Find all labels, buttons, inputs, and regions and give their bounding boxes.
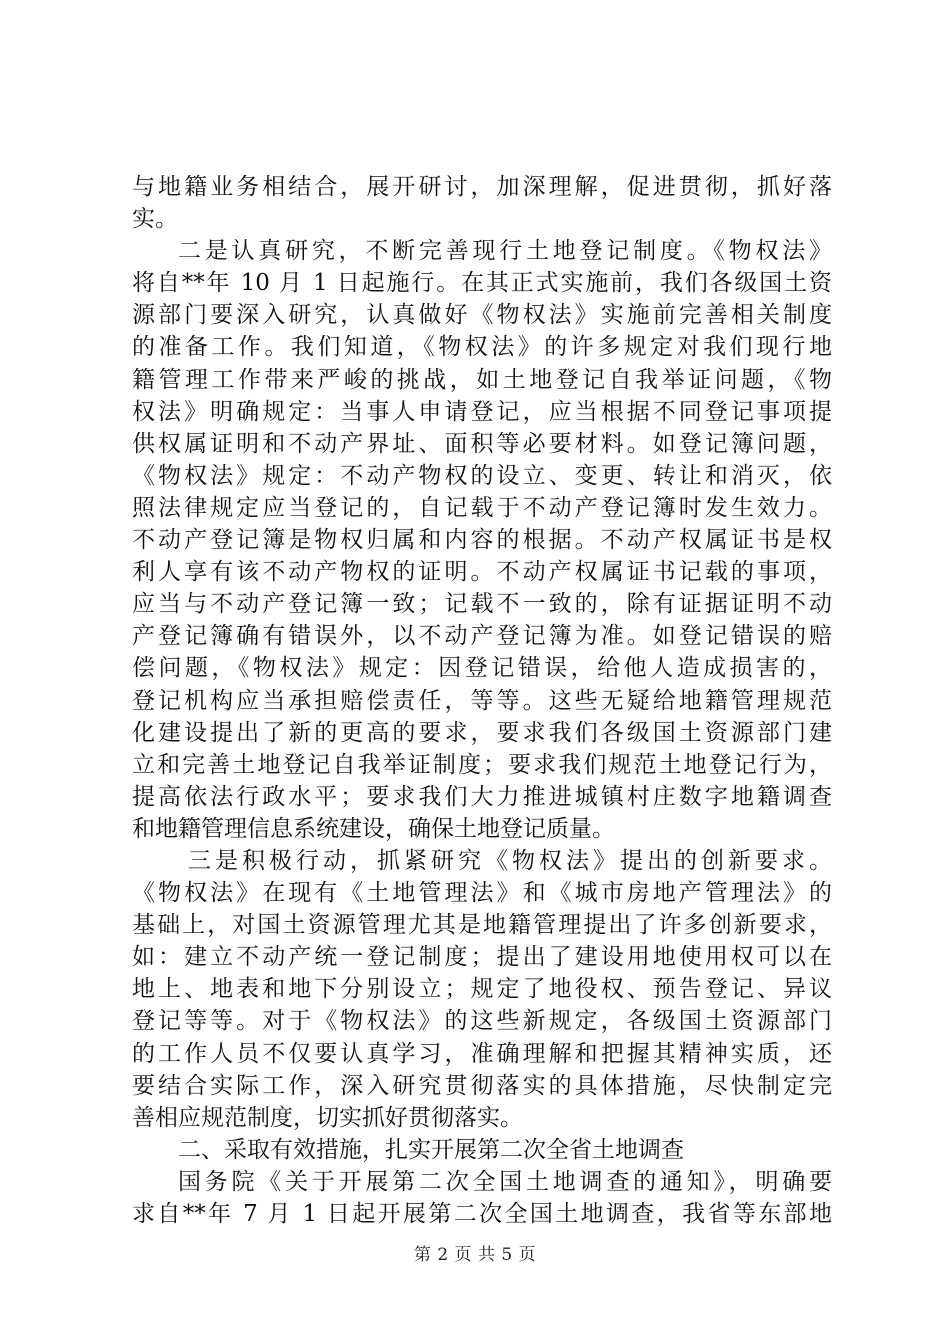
text-line: 应当与不动产登记簿一致；记载不一致的，除有证据证明不动 bbox=[132, 591, 832, 618]
text-line: 基础上，对国土资源管理尤其是地籍管理提出了许多创新要求， bbox=[132, 912, 832, 939]
text-line: 的准备工作。我们知道，《物权法》的许多规定对我们现行地 bbox=[132, 334, 832, 361]
text-line: 的工作人员不仅要认真学习，准确理解和把握其精神实质，还 bbox=[132, 1040, 832, 1067]
text-line: 利人享有该不动产物权的证明。不动产权属证书记载的事项， bbox=[132, 559, 832, 586]
text-line: 求自**年 7 月 1 日起开展第二次全国土地调查，我省等东部地 bbox=[132, 1201, 832, 1227]
text-line: 《物权法》在现有《土地管理法》和《城市房地产管理法》的 bbox=[132, 880, 832, 907]
text-line: 供权属证明和不动产界址、面积等必要材料。如登记簿问题， bbox=[132, 430, 832, 457]
text-line: 与地籍业务相结合，展开研讨，加深理解，促进贯彻，抓好落 bbox=[132, 174, 832, 200]
text-line: 源部门要深入研究，认真做好《物权法》实施前完善相关制度 bbox=[132, 302, 832, 329]
text-line: 如：建立不动产统一登记制度；提出了建设用地使用权可以在 bbox=[132, 944, 832, 971]
text-line: 照法律规定应当登记的，自记载于不动产登记簿时发生效力。 bbox=[132, 494, 832, 521]
text-line: 登记等等。对于《物权法》的这些新规定，各级国土资源部门 bbox=[132, 1008, 832, 1035]
text-line: 地上、地表和地下分别设立；规定了地役权、预告登记、异议 bbox=[132, 976, 832, 1003]
text-line: 要结合实际工作，深入研究贯彻落实的具体措施，尽快制定完 bbox=[132, 1072, 832, 1099]
text-line: 产登记簿确有错误外，以不动产登记簿为准。如登记错误的赔 bbox=[132, 623, 832, 650]
text-line: 偿问题，《物权法》规定：因登记错误，给他人造成损害的， bbox=[132, 655, 832, 682]
page-number-footer: 第 2 页 共 5 页 bbox=[413, 1245, 537, 1265]
text-line: 化建设提出了新的更高的要求，要求我们各级国土资源部门建 bbox=[132, 719, 832, 746]
text-line: 实。 bbox=[132, 206, 178, 233]
text-line: 籍管理工作带来严峻的挑战，如土地登记自我举证问题，《物 bbox=[132, 366, 832, 393]
section-heading: 二、采取有效措施，扎实开展第二次全省土地调查 bbox=[178, 1136, 684, 1163]
document-body bbox=[132, 171, 832, 1230]
paragraph-start-line: 国务院《关于开展第二次全国土地调查的通知》，明确要 bbox=[178, 1168, 832, 1195]
text-line: 将自**年 10 月 1 日起施行。在其正式实施前，我们各级国土资 bbox=[132, 270, 832, 297]
text-line: 和地籍管理信息系统建设，确保土地登记质量。 bbox=[132, 815, 615, 842]
paragraph-start-line: 二是认真研究，不断完善现行土地登记制度。《物权法》 bbox=[178, 238, 832, 265]
text-line: 不动产登记簿是物权归属和内容的根据。不动产权属证书是权 bbox=[132, 527, 832, 554]
text-line: 《物权法》规定：不动产物权的设立、变更、转让和消灭，依 bbox=[132, 462, 832, 489]
text-line: 善相应规范制度，切实抓好贯彻落实。 bbox=[132, 1104, 523, 1131]
text-line: 立和完善土地登记自我举证制度；要求我们规范土地登记行为， bbox=[132, 751, 832, 778]
text-line: 权法》明确规定：当事人申请登记，应当根据不同登记事项提 bbox=[132, 398, 832, 425]
text-line: 提高依法行政水平；要求我们大力推进城镇村庄数字地籍调查 bbox=[132, 783, 832, 810]
text-line: 登记机构应当承担赔偿责任，等等。这些无疑给地籍管理规范 bbox=[132, 687, 832, 714]
paragraph-start-line: 三是积极行动，抓紧研究《物权法》提出的创新要求。 bbox=[188, 847, 832, 874]
